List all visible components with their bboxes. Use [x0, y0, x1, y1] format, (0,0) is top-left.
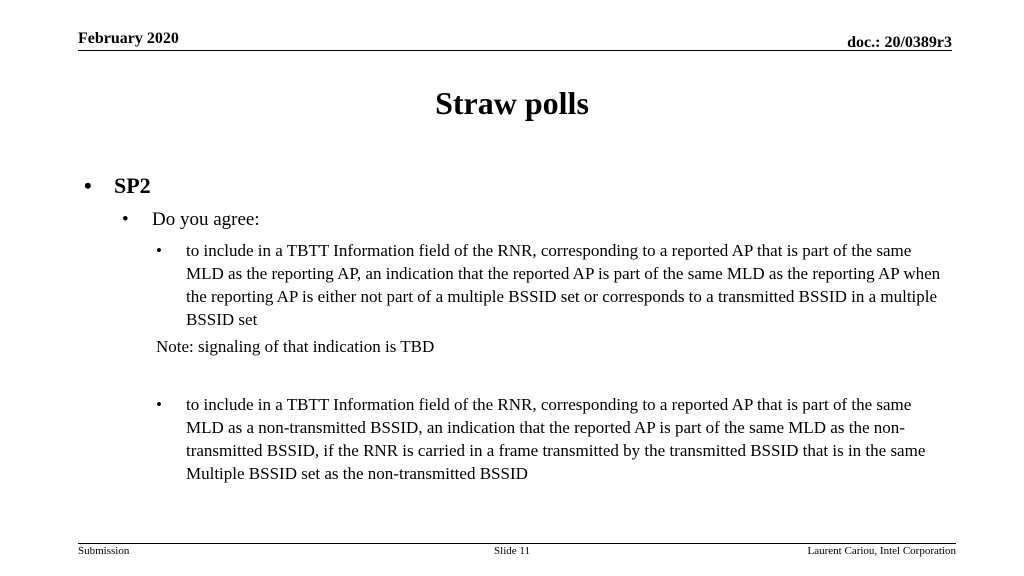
- slide-title: Straw polls: [435, 85, 589, 121]
- header-divider: [78, 50, 952, 51]
- bullet-level3-item: [156, 393, 946, 485]
- header-doc-id: doc.: 20/0389r3: [847, 34, 952, 51]
- bullet-level1-text: SP2: [114, 173, 151, 198]
- bullet-level3-text: to include in a TBTT Information field of the RNR, corresponding to a reported AP that is part of the same MLD as a non-transmitted BSSID, an indication that the reported AP is part of the same MLD as the non-transmitted BSSID, if the RNR is carried in a frame transmitted by the transmitted BSSID that is in the same Multiple BSSID set as the non-transmitted BSSID: [186, 395, 926, 483]
- bullet-dot-icon: •: [156, 395, 162, 414]
- bullet-dot-icon: •: [122, 209, 129, 230]
- bullet-level1: [84, 173, 151, 199]
- bullet-dot-icon: •: [156, 241, 162, 260]
- bullet-level3-item: [156, 239, 946, 331]
- footer-slide-number: Slide 11: [494, 545, 530, 557]
- footer-submission: Submission: [78, 545, 130, 557]
- note-text: Note: signaling of that indication is TBD: [156, 337, 435, 356]
- bullet-level3-text: to include in a TBTT Information field of the RNR, corresponding to a reported AP that is part of the same MLD as the reporting AP, an indication that the reported AP is part of the same MLD as the reporting AP when the reporting AP is either not part of a multiple BSSID set or corresponds to a transmitted BSSID in a multiple BSSID set: [186, 241, 941, 329]
- bullet-level2-text: Do you agree:: [152, 209, 260, 230]
- bullet-dot-icon: •: [84, 173, 92, 198]
- footer-author: Laurent Cariou, Intel Corporation: [807, 545, 956, 557]
- header-date: February 2020: [78, 30, 179, 47]
- footer-divider: [78, 543, 956, 544]
- bullet-level2: [122, 209, 260, 231]
